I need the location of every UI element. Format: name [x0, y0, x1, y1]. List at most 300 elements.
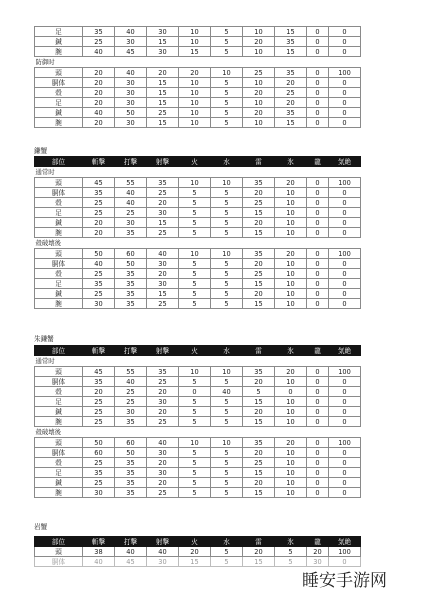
- cell-slash: 25: [83, 478, 115, 488]
- cell-dragon: 0: [307, 108, 329, 118]
- cell-blunt: 35: [115, 468, 147, 478]
- header-shot: 射撃: [147, 157, 179, 167]
- cell-shot: 25: [147, 377, 179, 387]
- cell-ice: 25: [275, 88, 307, 98]
- cell-stun: 0: [329, 488, 361, 498]
- cell-thunder: 15: [243, 228, 275, 238]
- cell-stun: 100: [329, 547, 361, 557]
- cell-part: 頭: [35, 367, 83, 377]
- cell-blunt: 40: [115, 188, 147, 198]
- cell-stun: 0: [329, 407, 361, 417]
- cell-fire: 10: [179, 178, 211, 188]
- cell-slash: 40: [83, 108, 115, 118]
- cell-thunder: 15: [243, 468, 275, 478]
- cell-part: 足: [35, 397, 83, 407]
- cell-thunder: 10: [243, 78, 275, 88]
- header-stun: 気絶: [329, 537, 361, 547]
- cell-slash: 50: [83, 438, 115, 448]
- cell-thunder: 25: [243, 269, 275, 279]
- cell-thunder: 20: [243, 547, 275, 557]
- cell-water: 5: [211, 289, 243, 299]
- cell-shot: 15: [147, 118, 179, 128]
- cell-fire: 20: [179, 68, 211, 78]
- cell-thunder: 25: [243, 68, 275, 78]
- cell-ice: 10: [275, 259, 307, 269]
- cell-blunt: 40: [115, 68, 147, 78]
- cell-slash: 25: [83, 289, 115, 299]
- cell-ice: 15: [275, 27, 307, 37]
- cell-water: 5: [211, 269, 243, 279]
- cell-slash: 25: [83, 208, 115, 218]
- cell-slash: 40: [83, 47, 115, 57]
- group-label: 防御时: [35, 58, 55, 66]
- cell-fire: 10: [179, 249, 211, 259]
- cell-dragon: 0: [307, 407, 329, 417]
- cell-part: 腕: [35, 47, 83, 57]
- cell-fire: 5: [179, 468, 211, 478]
- cell-blunt: 25: [115, 387, 147, 397]
- cell-fire: 10: [179, 98, 211, 108]
- cell-shot: 15: [147, 218, 179, 228]
- cell-slash: 60: [83, 448, 115, 458]
- cell-fire: 5: [179, 478, 211, 488]
- cell-blunt: 35: [115, 488, 147, 498]
- weakness-table: [34, 536, 361, 567]
- cell-slash: 20: [83, 98, 115, 108]
- cell-water: 10: [211, 68, 243, 78]
- cell-thunder: 15: [243, 397, 275, 407]
- cell-stun: 0: [329, 397, 361, 407]
- cell-shot: 30: [147, 279, 179, 289]
- cell-stun: 0: [329, 478, 361, 488]
- cell-ice: 20: [275, 78, 307, 88]
- cell-water: 5: [211, 478, 243, 488]
- cell-blunt: 60: [115, 249, 147, 259]
- header-thunder: 雷: [243, 537, 275, 547]
- cell-part: 鍼: [35, 407, 83, 417]
- cell-thunder: 20: [243, 188, 275, 198]
- cell-water: 5: [211, 259, 243, 269]
- cell-ice: 35: [275, 108, 307, 118]
- cell-water: 5: [211, 557, 243, 567]
- group-label: 殻破壊後: [35, 239, 62, 247]
- cell-fire: 5: [179, 458, 211, 468]
- table-header-row: [35, 346, 361, 356]
- cell-blunt: 30: [115, 407, 147, 417]
- cell-dragon: 0: [307, 377, 329, 387]
- cell-blunt: 25: [115, 208, 147, 218]
- table-row: [35, 78, 361, 88]
- cell-blunt: 40: [115, 377, 147, 387]
- cell-fire: 5: [179, 488, 211, 498]
- cell-fire: 5: [179, 269, 211, 279]
- cell-thunder: 35: [243, 249, 275, 259]
- cell-stun: 0: [329, 188, 361, 198]
- cell-stun: 0: [329, 27, 361, 37]
- cell-stun: 0: [329, 377, 361, 387]
- cell-shot: 30: [147, 259, 179, 269]
- cell-blunt: 45: [115, 47, 147, 57]
- cell-ice: 10: [275, 407, 307, 417]
- table-row: [35, 417, 361, 427]
- cell-dragon: 0: [307, 269, 329, 279]
- cell-shot: 25: [147, 188, 179, 198]
- cell-water: 5: [211, 407, 243, 417]
- cell-water: 10: [211, 178, 243, 188]
- cell-part: 胴体: [35, 259, 83, 269]
- cell-stun: 100: [329, 367, 361, 377]
- cell-blunt: 30: [115, 37, 147, 47]
- cell-blunt: 30: [115, 78, 147, 88]
- table-row: [35, 249, 361, 259]
- weakness-table: [34, 156, 361, 309]
- cell-blunt: 50: [115, 448, 147, 458]
- cell-stun: 0: [329, 468, 361, 478]
- cell-ice: 10: [275, 228, 307, 238]
- cell-ice: 20: [275, 249, 307, 259]
- cell-thunder: 20: [243, 407, 275, 417]
- cell-blunt: 55: [115, 178, 147, 188]
- cell-ice: 20: [275, 367, 307, 377]
- cell-thunder: 20: [243, 88, 275, 98]
- cell-water: 5: [211, 78, 243, 88]
- cell-ice: 10: [275, 377, 307, 387]
- cell-part: 殻: [35, 88, 83, 98]
- cell-part: 胴体: [35, 78, 83, 88]
- cell-dragon: 0: [307, 259, 329, 269]
- cell-fire: 5: [179, 218, 211, 228]
- table-row: [35, 438, 361, 448]
- cell-stun: 0: [329, 47, 361, 57]
- cell-fire: 15: [179, 47, 211, 57]
- cell-slash: 20: [83, 218, 115, 228]
- cell-ice: 10: [275, 417, 307, 427]
- cell-part: 腕: [35, 118, 83, 128]
- cell-fire: 5: [179, 299, 211, 309]
- cell-part: 胴体: [35, 377, 83, 387]
- cell-dragon: 0: [307, 438, 329, 448]
- cell-shot: 40: [147, 547, 179, 557]
- cell-fire: 5: [179, 407, 211, 417]
- cell-shot: 30: [147, 468, 179, 478]
- cell-shot: 20: [147, 269, 179, 279]
- table-row: [35, 367, 361, 377]
- table-row: [35, 188, 361, 198]
- header-water: 水: [211, 346, 243, 356]
- group-label-row: [35, 238, 361, 249]
- header-stun: 気絶: [329, 157, 361, 167]
- cell-stun: 0: [329, 417, 361, 427]
- table-row: [35, 407, 361, 417]
- cell-dragon: 30: [307, 557, 329, 567]
- table-row: [35, 468, 361, 478]
- group-label: 通常时: [35, 168, 55, 176]
- table-header-row: [35, 157, 361, 167]
- header-ice: 氷: [275, 346, 307, 356]
- cell-stun: 0: [329, 279, 361, 289]
- cell-ice: 0: [275, 387, 307, 397]
- header-thunder: 雷: [243, 346, 275, 356]
- cell-water: 5: [211, 458, 243, 468]
- cell-ice: 35: [275, 37, 307, 47]
- cell-water: 5: [211, 198, 243, 208]
- cell-thunder: 15: [243, 299, 275, 309]
- header-stun: 気絶: [329, 346, 361, 356]
- table-row: [35, 218, 361, 228]
- cell-shot: 25: [147, 299, 179, 309]
- cell-dragon: 0: [307, 198, 329, 208]
- cell-slash: 35: [83, 468, 115, 478]
- cell-thunder: 15: [243, 208, 275, 218]
- header-fire: 火: [179, 346, 211, 356]
- cell-thunder: 20: [243, 218, 275, 228]
- cell-ice: 15: [275, 47, 307, 57]
- table-row: [35, 208, 361, 218]
- table-row: [35, 118, 361, 128]
- cell-shot: 15: [147, 37, 179, 47]
- cell-shot: 30: [147, 27, 179, 37]
- cell-water: 5: [211, 397, 243, 407]
- cell-dragon: 0: [307, 279, 329, 289]
- cell-dragon: 0: [307, 98, 329, 108]
- cell-dragon: 0: [307, 27, 329, 37]
- cell-blunt: 30: [115, 218, 147, 228]
- cell-water: 5: [211, 47, 243, 57]
- header-dragon: 龍: [307, 157, 329, 167]
- cell-water: 5: [211, 37, 243, 47]
- cell-stun: 0: [329, 78, 361, 88]
- cell-stun: 0: [329, 218, 361, 228]
- cell-shot: 30: [147, 208, 179, 218]
- cell-water: 5: [211, 448, 243, 458]
- cell-shot: 30: [147, 557, 179, 567]
- cell-slash: 20: [83, 88, 115, 98]
- header-ice: 氷: [275, 537, 307, 547]
- cell-stun: 0: [329, 387, 361, 397]
- cell-slash: 30: [83, 488, 115, 498]
- cell-part: 胴体: [35, 448, 83, 458]
- cell-fire: 5: [179, 377, 211, 387]
- cell-blunt: 35: [115, 269, 147, 279]
- table-row: [35, 88, 361, 98]
- cell-part: 足: [35, 468, 83, 478]
- cell-slash: 40: [83, 259, 115, 269]
- cell-dragon: 0: [307, 387, 329, 397]
- cell-dragon: 0: [307, 88, 329, 98]
- table-row: [35, 488, 361, 498]
- cell-fire: 5: [179, 279, 211, 289]
- cell-dragon: 0: [307, 249, 329, 259]
- cell-water: 5: [211, 27, 243, 37]
- cell-water: 10: [211, 438, 243, 448]
- cell-blunt: 35: [115, 228, 147, 238]
- cell-dragon: 0: [307, 289, 329, 299]
- cell-shot: 15: [147, 98, 179, 108]
- cell-stun: 0: [329, 88, 361, 98]
- cell-blunt: 30: [115, 118, 147, 128]
- table-header-row: [35, 537, 361, 547]
- cell-shot: 30: [147, 448, 179, 458]
- cell-part: 鍼: [35, 478, 83, 488]
- cell-dragon: 0: [307, 188, 329, 198]
- cell-stun: 100: [329, 178, 361, 188]
- cell-shot: 25: [147, 417, 179, 427]
- header-part: 部位: [35, 157, 83, 167]
- cell-slash: 35: [83, 27, 115, 37]
- cell-stun: 100: [329, 249, 361, 259]
- cell-water: 10: [211, 367, 243, 377]
- cell-stun: 100: [329, 68, 361, 78]
- table-row: [35, 98, 361, 108]
- table-row: [35, 557, 361, 567]
- cell-slash: 45: [83, 178, 115, 188]
- cell-dragon: 0: [307, 208, 329, 218]
- cell-shot: 25: [147, 488, 179, 498]
- header-water: 水: [211, 537, 243, 547]
- cell-slash: 25: [83, 198, 115, 208]
- cell-stun: 0: [329, 198, 361, 208]
- cell-stun: 0: [329, 448, 361, 458]
- cell-part: 足: [35, 279, 83, 289]
- watermark: 睡安手游网: [302, 571, 387, 591]
- cell-water: 5: [211, 98, 243, 108]
- cell-fire: 10: [179, 37, 211, 47]
- cell-stun: 0: [329, 299, 361, 309]
- group-label: 通常时: [35, 357, 55, 365]
- cell-ice: 10: [275, 188, 307, 198]
- cell-water: 5: [211, 488, 243, 498]
- cell-thunder: 20: [243, 289, 275, 299]
- weakness-table: [34, 26, 361, 128]
- cell-dragon: 0: [307, 417, 329, 427]
- cell-stun: 0: [329, 458, 361, 468]
- cell-dragon: 0: [307, 397, 329, 407]
- cell-thunder: 20: [243, 259, 275, 269]
- cell-water: 5: [211, 377, 243, 387]
- group-label-spacer: [83, 238, 361, 249]
- cell-stun: 0: [329, 557, 361, 567]
- group-label: 殻破壊後: [35, 428, 62, 436]
- cell-fire: 5: [179, 228, 211, 238]
- cell-dragon: 0: [307, 228, 329, 238]
- cell-part: 頭: [35, 249, 83, 259]
- cell-shot: 20: [147, 68, 179, 78]
- cell-thunder: 20: [243, 37, 275, 47]
- cell-fire: 5: [179, 188, 211, 198]
- header-slash: 斬撃: [83, 346, 115, 356]
- cell-slash: 25: [83, 458, 115, 468]
- cell-thunder: 15: [243, 279, 275, 289]
- cell-part: 頭: [35, 547, 83, 557]
- header-water: 水: [211, 157, 243, 167]
- cell-dragon: 0: [307, 367, 329, 377]
- cell-fire: 5: [179, 397, 211, 407]
- cell-ice: 10: [275, 299, 307, 309]
- cell-ice: 10: [275, 208, 307, 218]
- header-dragon: 龍: [307, 346, 329, 356]
- table-row: [35, 478, 361, 488]
- table-row: [35, 228, 361, 238]
- cell-shot: 20: [147, 458, 179, 468]
- cell-slash: 40: [83, 557, 115, 567]
- cell-part: 頭: [35, 438, 83, 448]
- cell-ice: 10: [275, 279, 307, 289]
- group-label-spacer: [83, 427, 361, 438]
- table-row: [35, 377, 361, 387]
- table-row: [35, 259, 361, 269]
- cell-ice: 10: [275, 397, 307, 407]
- group-label-spacer: [83, 57, 361, 68]
- cell-shot: 30: [147, 397, 179, 407]
- header-dragon: 龍: [307, 537, 329, 547]
- table-row: [35, 547, 361, 557]
- cell-part: 殻: [35, 458, 83, 468]
- cell-dragon: 0: [307, 468, 329, 478]
- cell-fire: 5: [179, 198, 211, 208]
- table-row: [35, 269, 361, 279]
- cell-dragon: 0: [307, 478, 329, 488]
- cell-water: 5: [211, 417, 243, 427]
- cell-thunder: 10: [243, 47, 275, 57]
- section-title: 岩蟹: [34, 523, 48, 531]
- cell-slash: 20: [83, 78, 115, 88]
- cell-thunder: 20: [243, 478, 275, 488]
- cell-fire: 10: [179, 88, 211, 98]
- cell-shot: 20: [147, 407, 179, 417]
- header-slash: 斬撃: [83, 157, 115, 167]
- cell-slash: 50: [83, 249, 115, 259]
- cell-fire: 10: [179, 78, 211, 88]
- cell-ice: 10: [275, 478, 307, 488]
- cell-dragon: 0: [307, 488, 329, 498]
- cell-fire: 5: [179, 208, 211, 218]
- header-fire: 火: [179, 537, 211, 547]
- header-ice: 氷: [275, 157, 307, 167]
- table-row: [35, 387, 361, 397]
- cell-dragon: 0: [307, 448, 329, 458]
- header-part: 部位: [35, 346, 83, 356]
- cell-stun: 0: [329, 208, 361, 218]
- cell-shot: 25: [147, 108, 179, 118]
- cell-shot: 40: [147, 249, 179, 259]
- cell-water: 5: [211, 188, 243, 198]
- cell-shot: 40: [147, 438, 179, 448]
- cell-dragon: 20: [307, 547, 329, 557]
- cell-ice: 20: [275, 178, 307, 188]
- cell-part: 鍼: [35, 218, 83, 228]
- cell-water: 5: [211, 108, 243, 118]
- section-title: 鎌蟹: [34, 147, 48, 155]
- cell-water: 5: [211, 279, 243, 289]
- cell-part: 鍼: [35, 108, 83, 118]
- table-row: [35, 37, 361, 47]
- header-fire: 火: [179, 157, 211, 167]
- cell-thunder: 20: [243, 108, 275, 118]
- cell-blunt: 30: [115, 88, 147, 98]
- table-row: [35, 289, 361, 299]
- cell-water: 5: [211, 208, 243, 218]
- cell-slash: 30: [83, 299, 115, 309]
- cell-blunt: 50: [115, 108, 147, 118]
- section-title: 朱鎌蟹: [34, 335, 54, 343]
- cell-stun: 0: [329, 269, 361, 279]
- cell-thunder: 35: [243, 178, 275, 188]
- header-blunt: 打撃: [115, 537, 147, 547]
- header-slash: 斬撃: [83, 537, 115, 547]
- cell-ice: 10: [275, 488, 307, 498]
- cell-fire: 5: [179, 417, 211, 427]
- cell-slash: 35: [83, 188, 115, 198]
